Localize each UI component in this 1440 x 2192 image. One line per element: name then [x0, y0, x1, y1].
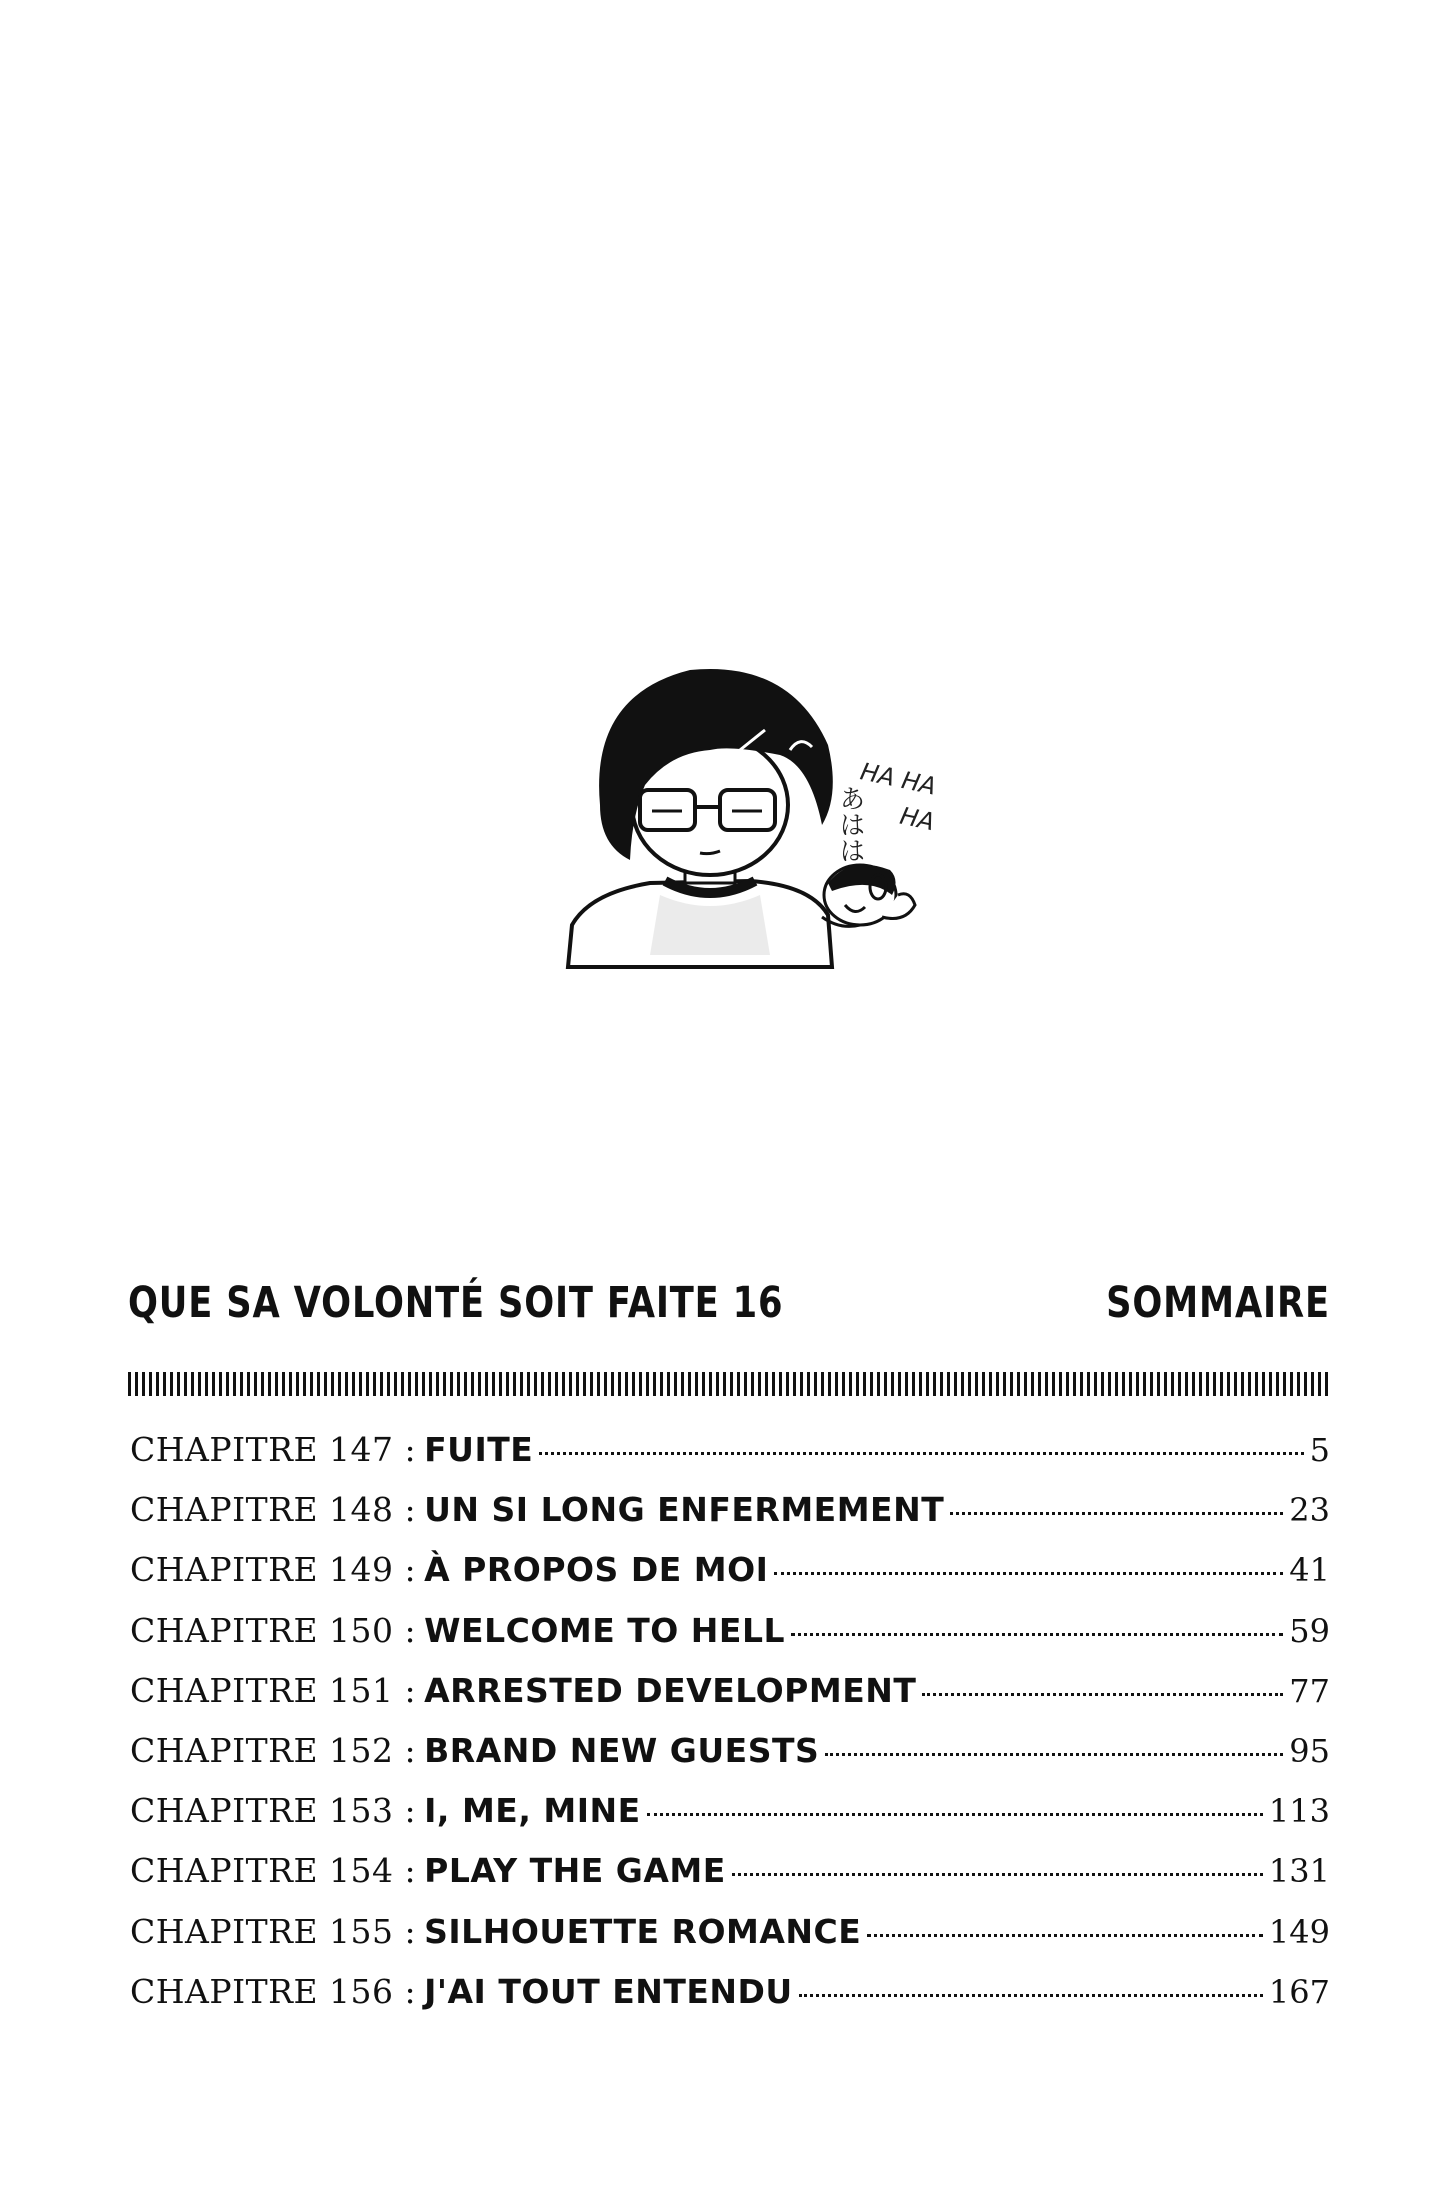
small-character — [822, 865, 915, 927]
sfx-vertical-text: あはは — [835, 785, 865, 863]
chapter-title: PLAY THE GAME — [424, 1851, 726, 1891]
dot-leader — [791, 1633, 1283, 1636]
chapter-label: CHAPITRE 156 : — [130, 1971, 417, 2011]
chapter-title: SILHOUETTE ROMANCE — [424, 1911, 862, 1951]
toc-entry — [130, 1430, 1330, 1490]
chapter-label: CHAPITRE 147 : — [130, 1430, 417, 1469]
chapter-title: À PROPOS DE MOI — [424, 1550, 769, 1590]
dot-leader — [647, 1813, 1263, 1816]
page-number: 113 — [1268, 1792, 1330, 1831]
page-number: 95 — [1289, 1731, 1330, 1770]
page-number: 23 — [1289, 1491, 1330, 1530]
chapter-title: ARRESTED DEVELOPMENT — [424, 1670, 917, 1710]
page-number: 167 — [1268, 1972, 1330, 2011]
toc-entry — [130, 1972, 1330, 2032]
chapter-label: CHAPITRE 150 : — [130, 1610, 417, 1650]
chibi-illustration — [560, 655, 1000, 975]
chapter-label: CHAPITRE 153 : — [130, 1791, 417, 1831]
toc-entry — [130, 1671, 1330, 1731]
dot-leader — [539, 1452, 1303, 1455]
chapter-label: CHAPITRE 148 : — [130, 1490, 417, 1530]
chapter-title: I, ME, MINE — [424, 1791, 641, 1831]
dot-leader — [922, 1693, 1283, 1696]
toc-entry — [130, 1791, 1330, 1851]
book-title: QUE SA VOLONTÉ SOIT FAITE 16 — [128, 1278, 784, 1328]
dot-leader — [867, 1934, 1263, 1937]
chapter-label: CHAPITRE 152 : — [130, 1730, 417, 1770]
page-number: 131 — [1268, 1852, 1330, 1891]
toc-entry — [130, 1731, 1330, 1791]
toc-header — [128, 1278, 1330, 1338]
decorative-tick-bar — [128, 1372, 1330, 1396]
chapter-label: CHAPITRE 151 : — [130, 1670, 417, 1710]
chapter-title: FUITE — [424, 1430, 534, 1469]
chapter-title: WELCOME TO HELL — [424, 1610, 786, 1650]
sommaire-heading: SOMMAIRE — [1106, 1278, 1330, 1328]
page-number: 77 — [1289, 1671, 1330, 1710]
page-number: 41 — [1289, 1551, 1330, 1590]
chapter-label: CHAPITRE 154 : — [130, 1851, 417, 1891]
sfx-haha-1: HA HA — [857, 757, 939, 801]
dot-leader — [774, 1572, 1283, 1575]
chapter-label: CHAPITRE 149 : — [130, 1550, 417, 1590]
dot-leader — [825, 1753, 1283, 1756]
sfx-haha-2: HA — [897, 801, 938, 837]
dot-leader — [950, 1512, 1283, 1515]
toc-entry — [130, 1912, 1330, 1972]
toc-entry — [130, 1851, 1330, 1911]
page-number: 149 — [1268, 1912, 1330, 1951]
chapter-title: UN SI LONG ENFERMEMENT — [424, 1490, 945, 1530]
chapter-title: BRAND NEW GUESTS — [424, 1730, 820, 1770]
toc-entry — [130, 1550, 1330, 1610]
toc-entry — [130, 1611, 1330, 1671]
dot-leader — [799, 1994, 1263, 1997]
page-number: 5 — [1309, 1431, 1330, 1469]
chapter-label: CHAPITRE 155 : — [130, 1911, 417, 1951]
page-number: 59 — [1289, 1611, 1330, 1650]
table-of-contents — [130, 1430, 1330, 2032]
dot-leader — [732, 1873, 1263, 1876]
chapter-title: J'AI TOUT ENTENDU — [424, 1971, 793, 2011]
toc-entry — [130, 1490, 1330, 1550]
